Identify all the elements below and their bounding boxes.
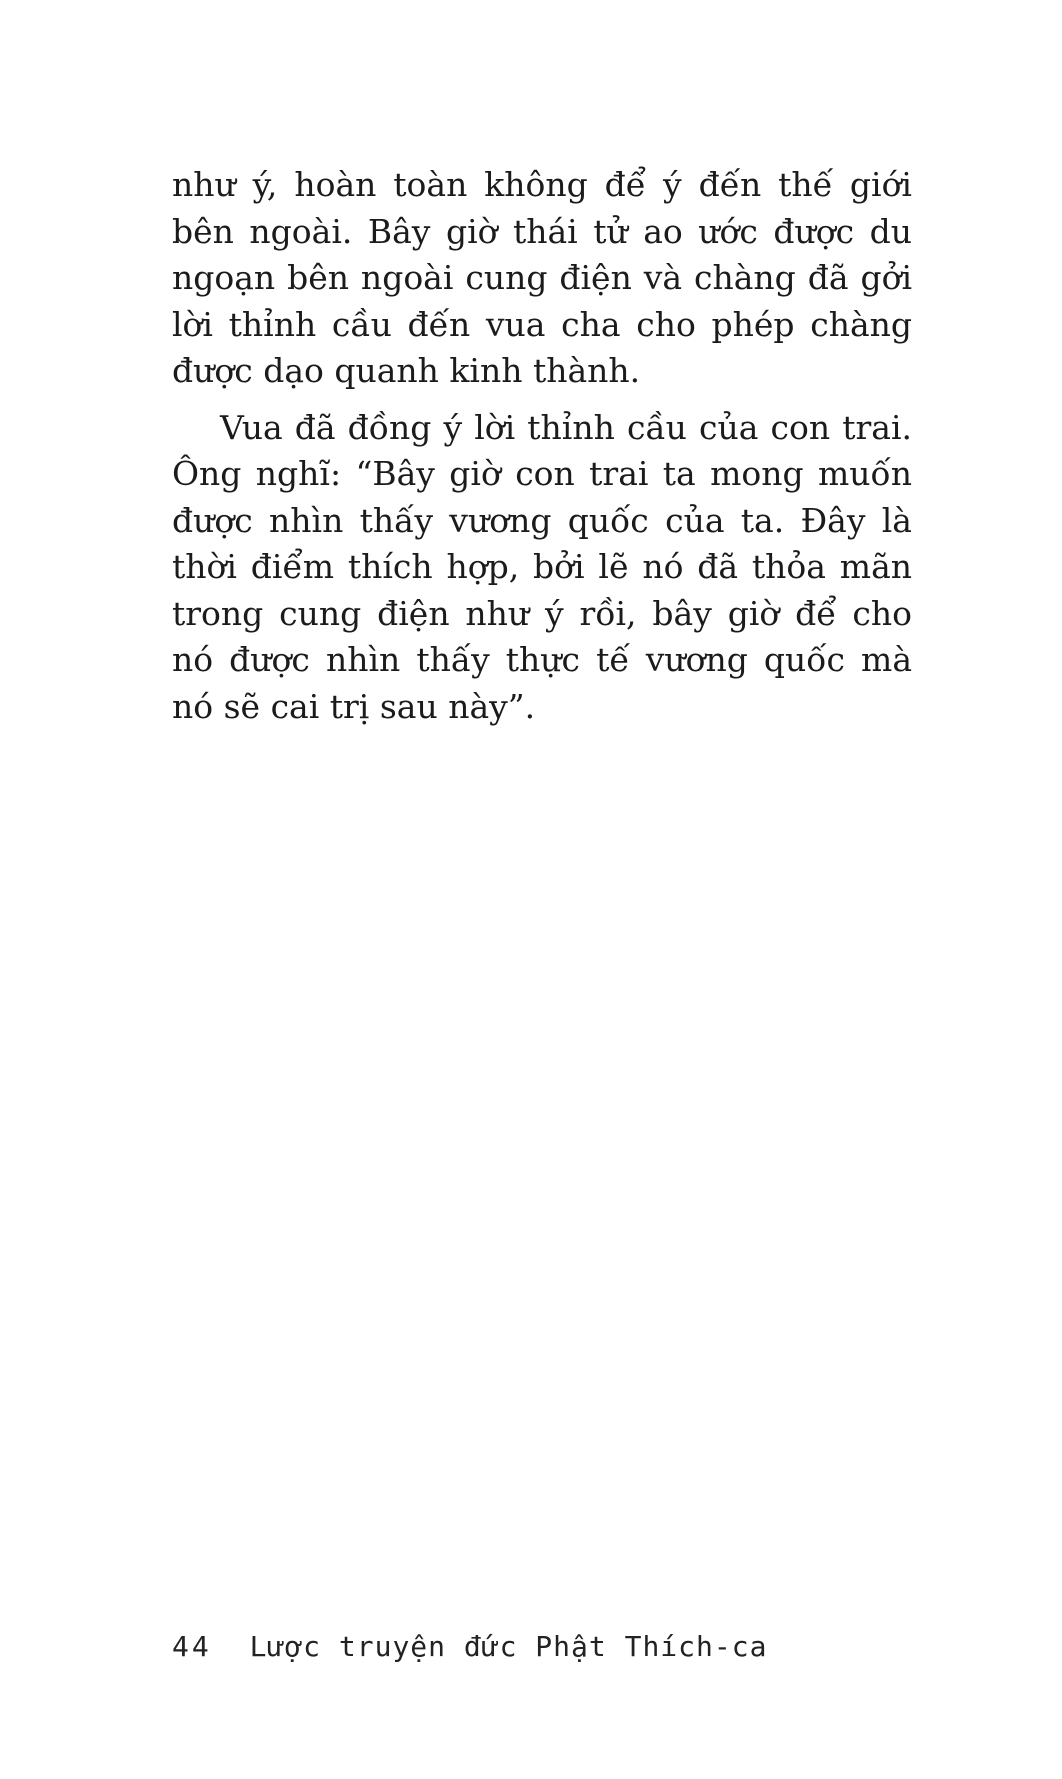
running-title: Lược truyện đức Phật Thích-ca — [249, 1630, 768, 1663]
body-text — [172, 162, 912, 730]
paragraph-2: Vua đã đồng ý lời thỉnh cầu của con trai. Ông nghĩ: “Bây giờ con trai ta mong muốn được nhìn thấy vương quốc của ta. Đây là thời điểm thích hợp, bởi lẽ nó đã thỏa mãn trong cung điện như ý rồi, bây giờ để cho nó được nhìn thấy thực tế vương quốc mà nó sẽ cai trị sau này”. — [172, 407, 912, 726]
page-number: 44 — [172, 1630, 212, 1663]
page-footer — [172, 1630, 767, 1663]
paragraph-1: như ý, hoàn toàn không để ý đến thế giới bên ngoài. Bây giờ thái tử ao ước được du ngoạn bên ngoài cung điện và chàng đã gởi lời thỉnh cầu đến vua cha cho phép chàng được dạo quanh kinh thành. — [172, 165, 912, 390]
